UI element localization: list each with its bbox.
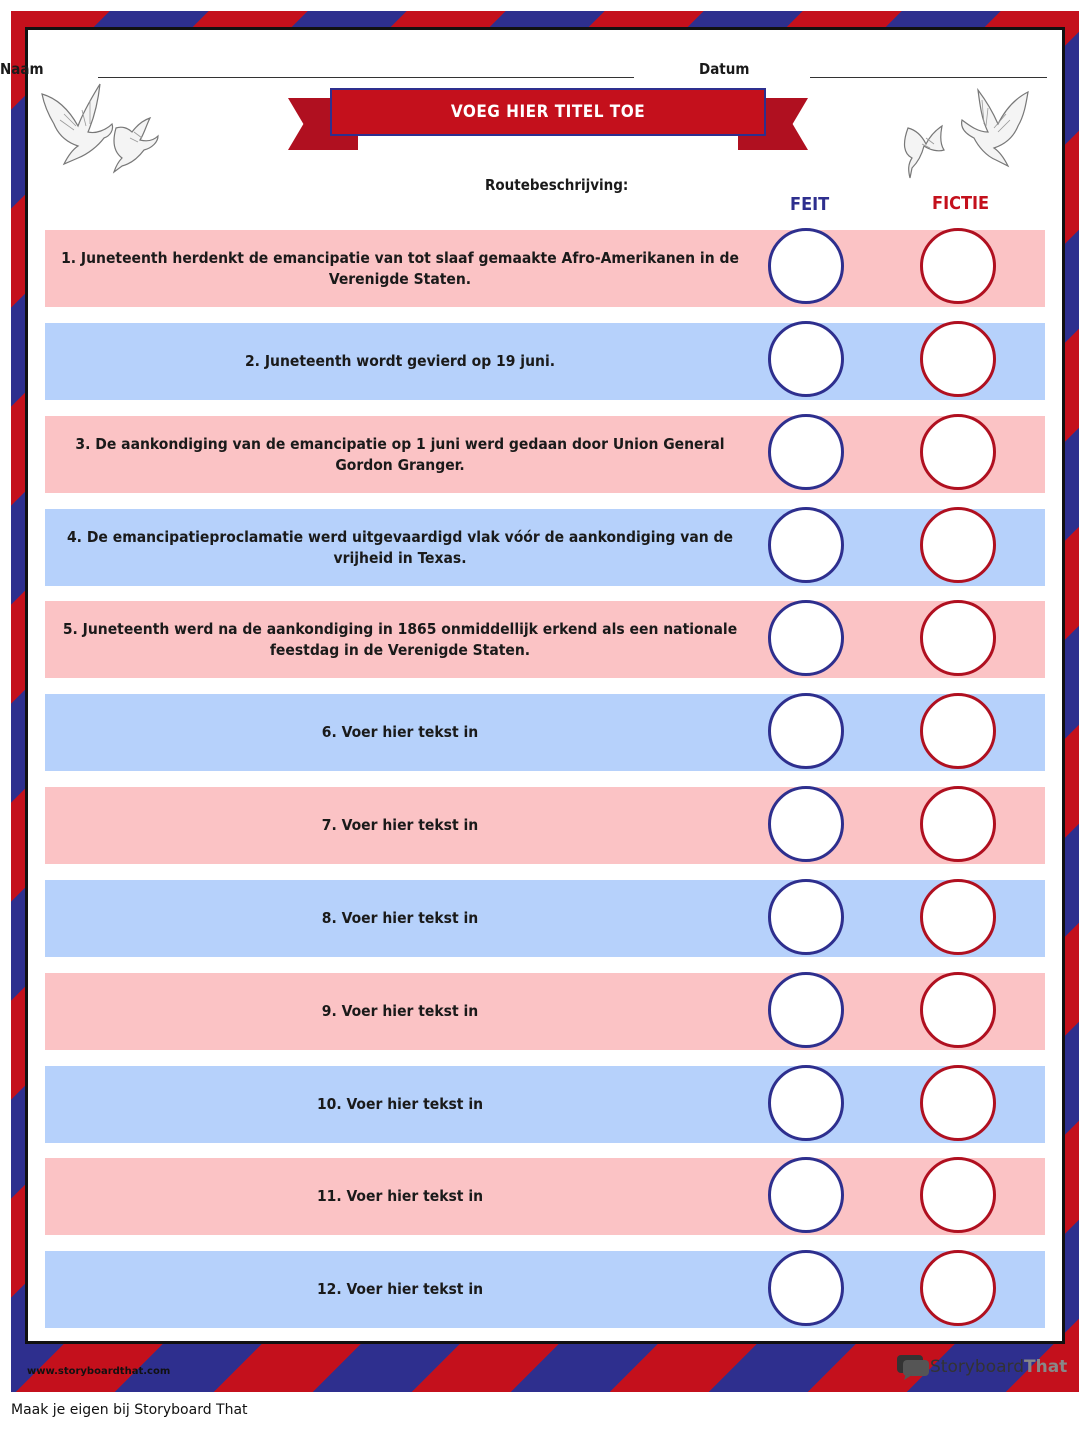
- table-row: [45, 1158, 1045, 1235]
- table-row: [45, 1251, 1045, 1328]
- statement-text: 3. De aankondiging van de emancipatie op 1 juni werd gedaan door Union General Gordon Granger.: [75, 435, 725, 474]
- fact-circle[interactable]: [768, 507, 844, 583]
- table-row: [45, 1066, 1045, 1143]
- column-header-fiction: FICTIE: [932, 193, 990, 214]
- statement-text: 2. Juneteenth wordt gevierd op 19 juni.: [244, 352, 556, 371]
- fiction-circle[interactable]: [920, 693, 996, 769]
- fiction-circle[interactable]: [920, 786, 996, 862]
- fiction-circle[interactable]: [920, 507, 996, 583]
- table-row: [45, 323, 1045, 400]
- fact-circle[interactable]: [768, 1065, 844, 1141]
- statement-text: 10. Voer hier tekst in: [316, 1095, 484, 1114]
- name-label: Naam: [0, 60, 44, 78]
- statement-text: 1. Juneteenth herdenkt de emancipatie van tot slaaf gemaakte Afro-Amerikanen in de Verenigde Staten.: [61, 249, 739, 288]
- dove-icon: [900, 84, 1036, 184]
- page-title[interactable]: VOEG HIER TITEL TOE: [330, 88, 766, 136]
- date-label: Datum: [699, 60, 750, 78]
- logo-text-that: That: [1024, 1357, 1068, 1377]
- fact-circle[interactable]: [768, 1250, 844, 1326]
- fact-circle[interactable]: [768, 879, 844, 955]
- table-row: [45, 694, 1045, 771]
- worksheet: [25, 27, 1065, 1344]
- fiction-circle[interactable]: [920, 228, 996, 304]
- fiction-circle[interactable]: [920, 1157, 996, 1233]
- fiction-circle[interactable]: [920, 600, 996, 676]
- fact-circle[interactable]: [768, 228, 844, 304]
- statement-text: 6. Voer hier tekst in: [321, 723, 479, 742]
- fact-circle[interactable]: [768, 1157, 844, 1233]
- date-line[interactable]: [810, 77, 1047, 78]
- statement-text: 11. Voer hier tekst in: [316, 1187, 484, 1206]
- credit-link[interactable]: Maak je eigen bij Storyboard That: [11, 1402, 248, 1418]
- table-row: [45, 509, 1045, 586]
- statement-text: 5. Juneteenth werd na de aankondiging in 1865 onmiddellijk erkend als een nationale feestdag in de Verenigde Staten.: [62, 620, 738, 659]
- statement-text: 12. Voer hier tekst in: [316, 1280, 484, 1299]
- fact-circle[interactable]: [768, 600, 844, 676]
- table-row: [45, 230, 1045, 307]
- table-row: [45, 601, 1045, 678]
- statement-text: 4. De emancipatieproclamatie werd uitgevaardigd vlak vóór de aankondiging van de vrijheid in Texas.: [66, 528, 733, 567]
- column-header-fact: FEIT: [790, 194, 830, 215]
- table-row: [45, 880, 1045, 957]
- fiction-circle[interactable]: [920, 1250, 996, 1326]
- fiction-circle[interactable]: [920, 879, 996, 955]
- fiction-circle[interactable]: [920, 414, 996, 490]
- fiction-circle[interactable]: [920, 1065, 996, 1141]
- table-row: [45, 787, 1045, 864]
- fiction-circle[interactable]: [920, 972, 996, 1048]
- fact-circle[interactable]: [768, 693, 844, 769]
- logo-text-storyboard: Storyboard: [930, 1357, 1024, 1377]
- fact-circle[interactable]: [768, 972, 844, 1048]
- fact-circle[interactable]: [768, 786, 844, 862]
- statement-text: 8. Voer hier tekst in: [321, 909, 479, 928]
- footer-url[interactable]: www.storyboardthat.com: [27, 1366, 171, 1377]
- statement-text: 7. Voer hier tekst in: [321, 816, 479, 835]
- fiction-circle[interactable]: [920, 321, 996, 397]
- table-row: [45, 973, 1045, 1050]
- storyboardthat-logo[interactable]: [896, 1354, 1067, 1380]
- table-row: [45, 416, 1045, 493]
- instructions-label: Routebeschrijving:: [485, 176, 629, 194]
- dove-icon: [34, 80, 170, 184]
- title-banner: [288, 88, 808, 150]
- fact-circle[interactable]: [768, 414, 844, 490]
- fact-circle[interactable]: [768, 321, 844, 397]
- name-line[interactable]: [98, 77, 634, 78]
- statement-text: 9. Voer hier tekst in: [321, 1002, 479, 1021]
- storyboardthat-logo-icon: [896, 1354, 930, 1380]
